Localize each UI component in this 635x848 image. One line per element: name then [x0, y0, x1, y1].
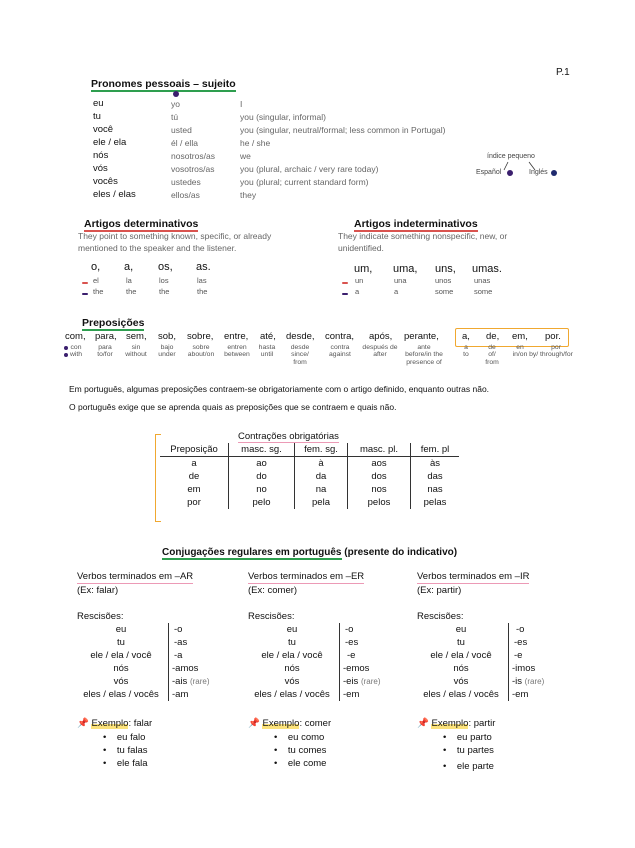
article-en: the — [197, 287, 208, 296]
ending: -em — [512, 689, 529, 700]
endings-column — [512, 623, 544, 701]
table-cell: ao — [229, 457, 295, 471]
preposition-en: of/ from — [485, 351, 499, 366]
ending: -o — [516, 624, 525, 635]
preposition-en: between — [224, 351, 250, 358]
preposition-pt: com, — [65, 331, 86, 342]
table-row — [160, 483, 459, 496]
table-cell: da — [295, 470, 348, 483]
subjects-column — [77, 623, 165, 701]
ending: -is — [512, 676, 523, 687]
example-list — [274, 731, 364, 770]
preposition-en: in/on — [512, 351, 528, 358]
preposition-es: ante — [417, 344, 431, 351]
preposition-pt: em, — [512, 331, 528, 342]
list-item: • eu como — [274, 732, 325, 743]
table-cell: das — [427, 471, 443, 482]
table-cell: pelos — [348, 496, 411, 509]
spanish-row-marker — [64, 346, 68, 350]
verb-group-ir — [417, 566, 545, 773]
pronoun-pt: vocês — [93, 176, 118, 187]
preposition-pt: até, — [260, 331, 276, 342]
table-cell: pela — [295, 496, 348, 509]
subject: nós — [113, 663, 129, 674]
table-cell: aos — [348, 457, 411, 471]
subject: ele / ela / você — [430, 650, 492, 661]
preposition-es: en — [516, 344, 524, 351]
article-pt: as. — [196, 261, 211, 273]
legend-spanish-dot — [507, 170, 513, 176]
ending: -o — [345, 624, 354, 635]
list-item: • eu falo — [103, 732, 146, 743]
pronoun-es: tú — [171, 112, 179, 122]
pronoun-en: he / she — [240, 138, 271, 148]
ending: -e — [514, 650, 523, 661]
preposition-en: before/in the presence of — [405, 351, 443, 366]
subject: eles / elas / vocês — [423, 689, 499, 700]
example-word: Exemplo — [431, 718, 469, 729]
table-cell: de — [160, 470, 229, 483]
list-item: • tu comes — [274, 745, 327, 756]
ending-rare-row — [512, 675, 544, 688]
contractions-title: Contrações obrigatórias — [238, 431, 339, 442]
rare-note: (rare) — [524, 677, 545, 686]
example-word: Exemplo — [262, 718, 300, 729]
definite-desc-line2: mentioned to the speaker and the listener. — [78, 243, 237, 253]
example-item: eu como — [287, 732, 325, 743]
preposition-pt: contra, — [325, 331, 355, 342]
preposition-pt: a, — [462, 331, 470, 342]
preposition-en: under — [158, 351, 176, 358]
preposition-es: sin — [131, 344, 141, 351]
column-divider — [168, 623, 169, 701]
ending: -as — [174, 637, 188, 648]
preposition-pt: entre, — [224, 331, 249, 342]
pronoun-pt: você — [93, 124, 114, 135]
endings-column — [343, 623, 381, 701]
article-en: a — [355, 287, 360, 296]
example-item: eu falo — [116, 732, 146, 743]
preposition-en: to — [463, 351, 469, 358]
rare-note: (rare) — [189, 677, 210, 686]
endings-table — [77, 623, 210, 701]
table-row — [160, 496, 459, 509]
prepositions-title: Preposições — [82, 317, 145, 329]
pronoun-en: we — [240, 151, 251, 161]
english-row-marker — [64, 353, 68, 357]
group-title: Verbos terminados em –ER — [248, 571, 365, 582]
preposition-es: por — [551, 344, 561, 351]
verb-group-ar — [77, 566, 210, 770]
example-item: tu falas — [116, 745, 148, 756]
subject: eu — [115, 624, 127, 635]
legend-left-label: Español — [476, 169, 502, 176]
table-cell: dos — [348, 470, 411, 483]
preposition-en: by/ through/for — [529, 351, 573, 358]
preposition-pt: desde, — [286, 331, 315, 342]
group-example-verb: (Ex: falar) — [77, 585, 119, 596]
preposition-pt: para, — [95, 331, 117, 342]
table-cell: a — [160, 457, 229, 471]
article-es: un — [355, 276, 364, 285]
pronoun-pt: tu — [93, 111, 101, 122]
article-es: la — [126, 276, 132, 285]
list-item: • tu partes — [443, 745, 494, 756]
subject: nós — [453, 663, 469, 674]
conjugations-heading — [162, 547, 457, 558]
pronoun-pt: ele / ela — [93, 137, 127, 148]
example-heading — [77, 717, 193, 730]
example-verb: : falar — [128, 718, 153, 729]
pronoun-en: you (plural, archaic / very rare today) — [240, 164, 379, 174]
table-cell: em — [160, 483, 229, 496]
subject: eu — [455, 624, 467, 635]
pronoun-es: ustedes — [171, 177, 201, 187]
pronoun-en: you (singular, neutral/formal; less common in Portugal) — [240, 125, 446, 135]
ending: -emos — [343, 663, 370, 674]
subject: eles / elas / vocês — [83, 689, 159, 700]
pronoun-en: I — [240, 99, 243, 109]
pushpin-icon: 📌 — [248, 718, 260, 729]
ending: -es — [514, 637, 528, 648]
indefinite-desc-line1: They indicate something nonspecific, new, or — [338, 231, 508, 241]
example-item: ele parte — [456, 761, 494, 772]
article-en: the — [93, 287, 104, 296]
pronoun-es: usted — [171, 125, 192, 135]
example-item: ele come — [287, 758, 327, 769]
conjugations-subtitle: (presente do indicativo) — [344, 547, 458, 558]
indefinite-articles-title: Artigos indeterminativos — [354, 218, 478, 230]
ending-rare-row — [343, 675, 381, 688]
spanish-row-marker — [82, 282, 88, 284]
preposition-en: until — [260, 351, 274, 358]
list-item: • ele parte — [443, 761, 494, 772]
preposition-es: hasta — [258, 344, 276, 351]
preposition-en: after — [373, 351, 387, 358]
article-es: unos — [435, 276, 452, 285]
ending: -eis — [343, 676, 359, 687]
pronoun-es: nosotros/as — [171, 151, 215, 161]
preposition-pt: perante, — [404, 331, 439, 342]
indefinite-desc-line2: unidentified. — [338, 243, 384, 253]
ending: -am — [172, 689, 189, 700]
column-header: Preposição — [160, 443, 229, 457]
group-example-verb: (Ex: comer) — [248, 585, 298, 596]
article-es: una — [394, 276, 407, 285]
subject: eu — [286, 624, 298, 635]
table-cell: nos — [348, 483, 411, 496]
subject: eles / elas / vocês — [254, 689, 330, 700]
column-header: fem. sg. — [295, 443, 348, 457]
preposition-es: después de — [362, 344, 398, 351]
spanish-row-marker — [342, 282, 348, 284]
table-cell: por — [160, 496, 229, 509]
list-item: • tu falas — [103, 745, 148, 756]
preposition-es: entren — [227, 344, 247, 351]
table-cell: na — [295, 483, 348, 496]
preposition-pt: sem, — [126, 331, 147, 342]
article-es: las — [197, 276, 207, 285]
table-cell: às — [429, 458, 441, 469]
article-pt: umas. — [472, 263, 502, 275]
article-pt: uns, — [435, 263, 456, 275]
endings-label: Rescisões: — [417, 611, 464, 622]
preposition-pt: sob, — [158, 331, 176, 342]
table-cell: pelo — [229, 496, 295, 509]
preposition-en: without — [125, 351, 147, 358]
example-heading — [417, 717, 529, 730]
column-header: masc. sg. — [229, 443, 295, 457]
preposition-es: de — [488, 344, 496, 351]
article-en: some — [435, 287, 454, 296]
pronoun-es: él / ella — [171, 138, 198, 148]
pronoun-pt: nós — [93, 150, 109, 161]
ending: -o — [174, 624, 183, 635]
subject: tu — [288, 637, 296, 648]
column-header: masc. pl. — [348, 443, 411, 457]
preposition-es: desde — [290, 344, 310, 351]
ending: -amos — [172, 663, 199, 674]
subject: vós — [284, 676, 300, 687]
article-en: the — [159, 287, 170, 296]
ending: -a — [174, 650, 183, 661]
example-list — [103, 731, 193, 770]
subjects-column — [248, 623, 336, 701]
preposition-en: to/for — [97, 351, 113, 358]
table-cell: nas — [427, 484, 443, 495]
preposition-en: about/on — [187, 351, 215, 358]
example-item: ele fala — [116, 758, 148, 769]
legend-right-label: Inglés — [529, 169, 548, 176]
preposition-es: contra — [330, 344, 350, 351]
ending-rare-row — [172, 675, 210, 688]
preposition-pt: por. — [545, 331, 561, 342]
list-item: • ele fala — [103, 758, 148, 769]
table-cell: no — [229, 483, 295, 496]
group-example-verb: (Ex: partir) — [417, 585, 462, 596]
subject: vós — [113, 676, 129, 687]
example-heading — [248, 717, 364, 730]
table-header-row — [160, 443, 459, 457]
column-divider — [339, 623, 340, 701]
endings-label: Rescisões: — [248, 611, 295, 622]
subject: ele / ela / você — [90, 650, 152, 661]
article-en: some — [474, 287, 493, 296]
preposition-en: with — [70, 351, 83, 358]
table-row — [160, 457, 459, 471]
example-item: tu partes — [456, 745, 494, 756]
endings-table — [248, 623, 381, 701]
article-pt: os, — [158, 261, 173, 273]
page-number: P.1 — [556, 67, 570, 78]
endings-table — [417, 623, 545, 701]
ending: -ais — [172, 676, 188, 687]
pronoun-pt: vós — [93, 163, 108, 174]
column-divider — [508, 623, 509, 701]
list-item: • ele come — [274, 758, 327, 769]
subject: tu — [117, 637, 125, 648]
article-es: unas — [474, 276, 491, 285]
article-en: a — [394, 287, 399, 296]
example-verb: : comer — [299, 718, 332, 729]
preposition-es: para — [98, 344, 112, 351]
preposition-en: since/ from — [291, 351, 309, 366]
english-row-marker — [82, 293, 88, 295]
table-cell: pelas — [423, 497, 447, 508]
example-list — [443, 731, 529, 773]
article-pt: o, — [91, 261, 101, 273]
example-item: eu parto — [456, 732, 492, 743]
subjects-column — [417, 623, 505, 701]
pronoun-en: they — [240, 190, 257, 200]
conjugations-title: Conjugações regulares em português — [162, 547, 342, 558]
definite-articles-title: Artigos determinativos — [84, 218, 199, 230]
subject: nós — [284, 663, 300, 674]
group-title: Verbos terminados em –IR — [417, 571, 530, 582]
pronoun-en: you (plural; current standard form) — [240, 177, 369, 187]
verb-group-er — [248, 566, 381, 770]
column-header: fem. pl — [420, 444, 450, 455]
group-title: Verbos terminados em –AR — [77, 571, 194, 582]
endings-column — [172, 623, 210, 701]
contraction-note-2: O português exige que se aprenda quais as preposições que se contraem e quais não. — [69, 402, 397, 412]
article-en: the — [126, 287, 137, 296]
subject: ele / ela / você — [261, 650, 323, 661]
table-cell: à — [295, 457, 348, 471]
endings-label: Rescisões: — [77, 611, 124, 622]
preposition-es: sobre — [192, 344, 210, 351]
ending: -imos — [512, 663, 536, 674]
table-row — [160, 470, 459, 483]
article-pt: a, — [124, 261, 134, 273]
legend-title: índice pequeno — [487, 153, 535, 160]
pronoun-es: yo — [171, 99, 180, 109]
preposition-es: a — [464, 344, 468, 351]
pronoun-es: vosotros/as — [171, 164, 215, 174]
ending: -es — [345, 637, 359, 648]
preposition-pt: de, — [486, 331, 500, 342]
article-es: los — [159, 276, 169, 285]
contraction-note-1: Em português, algumas preposições contraem-se obrigatoriamente com o artigo definido, enquanto outras não. — [69, 384, 490, 394]
example-word: Exemplo — [91, 718, 129, 729]
contractions-table — [160, 443, 459, 509]
ending: -e — [347, 650, 356, 661]
pronouns-title: Pronomes pessoais – sujeito — [91, 78, 236, 90]
definite-desc-line1: They point to something known, specific, or already — [78, 231, 272, 241]
subject: tu — [457, 637, 465, 648]
preposition-pt: após, — [369, 331, 393, 342]
pronoun-pt: eles / elas — [93, 189, 136, 200]
pushpin-icon: 📌 — [417, 718, 429, 729]
legend-english-dot — [551, 170, 557, 176]
pronoun-pt: eu — [93, 98, 104, 109]
list-item: • eu parto — [443, 732, 492, 743]
pronoun-es: ellos/as — [171, 190, 200, 200]
table-cell: do — [229, 470, 295, 483]
preposition-pt: sobre, — [187, 331, 214, 342]
subject: vós — [453, 676, 469, 687]
pushpin-icon: 📌 — [77, 718, 89, 729]
preposition-es: bajo — [160, 344, 174, 351]
preposition-en: against — [329, 351, 351, 358]
article-es: el — [93, 276, 99, 285]
pronoun-en: you (singular, informal) — [240, 112, 326, 122]
rare-note: (rare) — [360, 677, 381, 686]
article-pt: um, — [354, 263, 373, 275]
spanish-marker-dot — [173, 91, 179, 97]
ending: -em — [343, 689, 360, 700]
preposition-es: con — [70, 344, 82, 351]
english-row-marker — [342, 293, 348, 295]
example-verb: : partir — [468, 718, 496, 729]
example-item: tu comes — [287, 745, 327, 756]
article-pt: uma, — [393, 263, 418, 275]
